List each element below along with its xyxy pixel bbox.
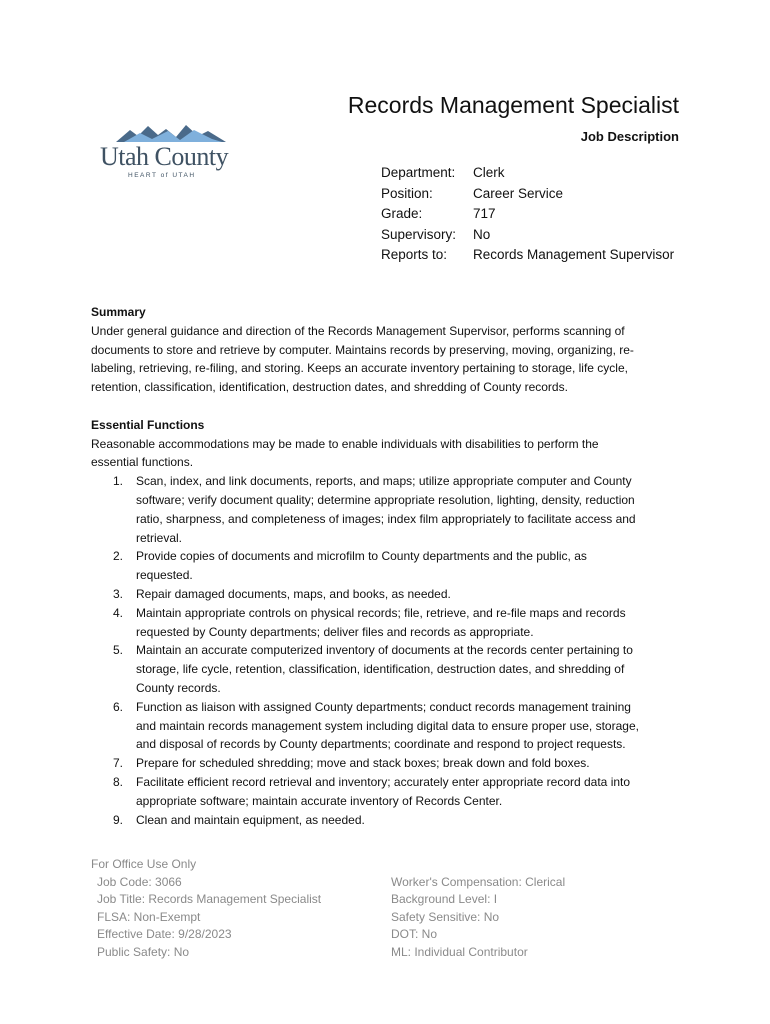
info-key: Grade: xyxy=(381,206,423,221)
info-key: Supervisory: xyxy=(381,226,457,242)
list-item xyxy=(91,698,691,754)
list-item-line: and disposal of records by County departments; coordinate and respond to project requests. xyxy=(136,737,626,752)
summary-line: documents to store and retrieve by computer. Maintains records by preserving, moving, organizing, re- xyxy=(91,342,634,357)
essential-functions-heading: Essential Functions xyxy=(91,417,205,432)
summary-line: Under general guidance and direction of the Records Management Supervisor, performs scanning of xyxy=(91,323,625,338)
utah-county-logo xyxy=(100,122,240,182)
list-item-line: storage, life cycle, retention, classification, identification, destruction dates, and shredding of xyxy=(136,662,625,677)
essential-intro-line: Reasonable accommodations may be made to enable individuals with disabilities to perform the xyxy=(91,436,599,451)
list-item-line: software; verify document quality; determine appropriate resolution, lighting, density, reduction xyxy=(136,492,635,507)
list-item-line: Function as liaison with assigned County departments; conduct records management training xyxy=(136,699,631,714)
list-number: 8. xyxy=(113,774,124,789)
list-item-line: requested. xyxy=(136,568,193,583)
list-item-line: and maintain records management system including digital data to ensure proper use, storage, xyxy=(136,718,639,733)
summary-text xyxy=(91,322,691,397)
office-field: Effective Date: 9/28/2023 xyxy=(97,927,232,941)
list-item-line: Scan, index, and link documents, reports, and maps; utilize appropriate computer and County xyxy=(136,474,632,489)
page-title: Records Management Specialist xyxy=(347,92,679,118)
info-row xyxy=(381,204,674,225)
list-number: 1. xyxy=(113,474,124,489)
office-use-heading: For Office Use Only xyxy=(91,857,197,871)
list-item xyxy=(91,773,691,811)
info-row xyxy=(381,225,674,246)
list-number: 3. xyxy=(113,586,124,601)
list-number: 2. xyxy=(113,549,124,564)
info-row xyxy=(381,163,674,184)
list-number: 6. xyxy=(113,699,124,714)
list-number: 4. xyxy=(113,605,124,620)
info-key: Position: xyxy=(381,185,433,201)
list-number: 9. xyxy=(113,812,124,827)
list-item-line: Facilitate efficient record retrieval and inventory; accurately enter appropriate record data into xyxy=(136,774,631,789)
list-item-line: Maintain an accurate computerized inventory of documents at the records center pertaining to xyxy=(136,643,633,658)
list-item xyxy=(91,811,691,830)
office-field: Job Title: Records Management Specialist xyxy=(97,892,322,906)
office-use-section xyxy=(91,856,566,959)
summary-heading: Summary xyxy=(91,305,146,319)
list-item xyxy=(91,547,691,585)
list-item xyxy=(91,754,691,773)
office-field: ML: Individual Contributor xyxy=(391,944,528,959)
office-field: Background Level: I xyxy=(391,892,498,906)
essential-intro-line: essential functions. xyxy=(91,455,194,470)
list-item-line: Prepare for scheduled shredding; move and stack boxes; break down and fold boxes. xyxy=(136,756,590,771)
office-use-left-column xyxy=(97,874,321,962)
info-value: 717 xyxy=(473,206,496,221)
logo-tagline: HEART of UTAH xyxy=(128,172,196,179)
info-key: Reports to: xyxy=(381,247,448,262)
info-value: No xyxy=(473,226,491,242)
list-item-line: Provide copies of documents and microfilm to County departments and the public, as xyxy=(136,549,587,564)
list-item-line: appropriate software; maintain accurate inventory of Records Center. xyxy=(136,793,503,808)
list-item xyxy=(91,604,691,642)
office-use-right-column xyxy=(391,874,565,962)
info-row xyxy=(381,184,674,205)
list-item xyxy=(91,472,691,547)
list-item-line: requested by County departments; deliver files and records as appropriate. xyxy=(136,624,534,639)
info-row xyxy=(381,245,674,266)
list-item-line: County records. xyxy=(136,680,221,695)
office-field: Job Code: 3066 xyxy=(97,874,182,889)
list-item xyxy=(91,641,691,697)
office-field: Safety Sensitive: No xyxy=(391,909,500,924)
summary-line: retention, classification, identification, destruction dates, and shredding of County records. xyxy=(91,380,568,395)
list-number: 7. xyxy=(113,756,124,771)
info-key: Department: xyxy=(381,165,456,180)
mountains-icon xyxy=(116,122,226,144)
logo-wordmark: Utah County xyxy=(100,142,229,171)
office-field: FLSA: Non-Exempt xyxy=(97,909,201,924)
job-info-table xyxy=(381,163,674,266)
document-body xyxy=(91,303,691,829)
office-field: Public Safety: No xyxy=(97,944,190,959)
page-subtitle: Job Description xyxy=(580,129,679,144)
office-field: Worker's Compensation: Clerical xyxy=(391,874,566,889)
list-item-line: Maintain appropriate controls on physical records; file, retrieve, and re-file maps and records xyxy=(136,605,626,620)
info-value: Clerk xyxy=(473,165,505,180)
essential-functions-list xyxy=(91,472,691,829)
list-item-line: retrieval. xyxy=(136,530,183,545)
list-item-line: ratio, sharpness, and completeness of images; index film appropriately to facilitate access and xyxy=(136,511,636,526)
info-value: Career Service xyxy=(473,185,564,201)
summary-line: labeling, retrieving, re-filing, and storing. Keeps an accurate inventory pertaining to storage, life cycle, xyxy=(91,361,628,376)
list-item-line: Clean and maintain equipment, as needed. xyxy=(136,812,365,827)
office-field: DOT: No xyxy=(391,927,438,941)
list-number: 5. xyxy=(113,643,124,658)
info-value: Records Management Supervisor xyxy=(473,247,675,262)
list-item-line: Repair damaged documents, maps, and books, as needed. xyxy=(136,586,451,601)
list-item xyxy=(91,585,691,604)
